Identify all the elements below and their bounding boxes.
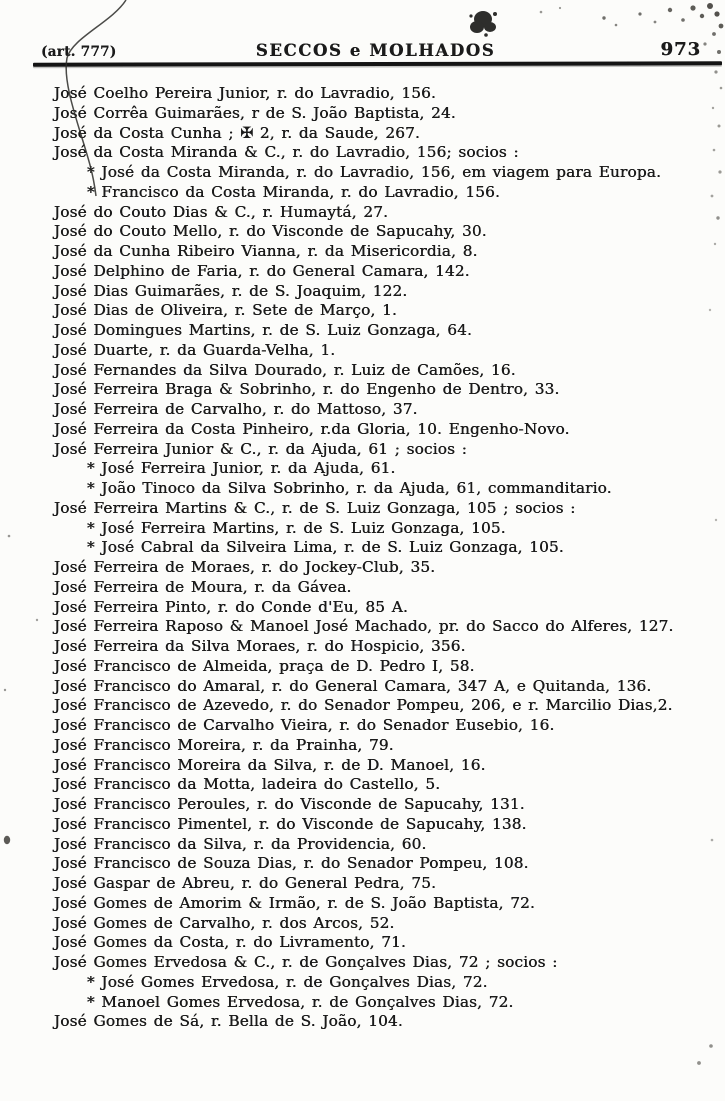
directory-entry (54, 400, 721, 420)
directory-entry (54, 143, 721, 163)
section-title: SECCOS e MOLHADOS (255, 41, 496, 60)
directory-entry (54, 262, 721, 282)
directory-entry (54, 835, 721, 855)
entry-text: José da Costa Miranda & C., r. do Lavradio, 156; socios : (54, 143, 519, 162)
entry-text: José Duarte, r. da Guarda-Velha, 1. (54, 340, 336, 359)
directory-entry (54, 677, 721, 697)
directory-entry (54, 499, 721, 519)
entry-text: José Francisco de Almeida, praça de D. Pedro I, 58. (54, 656, 475, 675)
directory-entry (54, 815, 721, 835)
entry-text: José Francisco de Carvalho Vieira, r. do Senador Eusebio, 16. (54, 716, 555, 734)
entry-text: José da Costa Cunha ; ✠ 2, r. da Saude, 267. (54, 123, 420, 142)
page-number: 973 (660, 39, 701, 60)
entry-text: José Corrêa Guimarães, r de S. João Baptista, 24. (54, 103, 456, 122)
entry-text: * Manoel Gomes Ervedosa, r. de Gonçalves Dias, 72. (87, 992, 514, 1011)
entry-text: José Ferreira da Silva Moraes, r. do Hospicio, 356. (54, 637, 466, 655)
entry-text: * João Tinoco da Silva Sobrinho, r. da Ajuda, 61, commanditario. (87, 479, 612, 497)
directory-entry (54, 973, 721, 993)
directory-entry (54, 104, 721, 124)
directory-entry (54, 736, 721, 756)
directory-entry (54, 203, 721, 223)
entry-text: José Francisco Moreira, r. da Prainha, 79. (54, 735, 394, 754)
directory-entry (54, 894, 721, 914)
entry-text: José Ferreira Braga & Sobrinho, r. do Engenho de Dentro, 33. (54, 380, 560, 399)
entry-text: José do Couto Mello, r. do Visconde de Sapucahy, 30. (54, 222, 487, 241)
entry-text: José do Couto Dias & C., r. Humaytá, 27. (54, 202, 389, 221)
entry-text: José Ferreira de Moura, r. da Gávea. (54, 577, 352, 596)
entry-text: José Ferreira de Moraes, r. do Jockey-Club, 35. (54, 558, 436, 576)
directory-entry (54, 361, 721, 381)
entry-text: José Ferreira da Costa Pinheiro, r.da Gloria, 10. Engenho-Novo. (54, 419, 570, 438)
entry-text: * Francisco da Costa Miranda, r. do Lavradio, 156. (87, 182, 501, 201)
directory-entry (54, 993, 721, 1013)
entry-text: José Gaspar de Abreu, r. do General Pedra, 75. (54, 874, 437, 892)
directory-entry (54, 519, 721, 539)
entry-text: José Gomes de Amorim & Irmão, r. de S. João Baptista, 72. (54, 893, 536, 912)
directory-entry (54, 854, 721, 874)
directory-entry (54, 380, 721, 400)
directory-entry (54, 657, 721, 677)
entry-text: * José da Costa Miranda, r. do Lavradio, 156, em viagem para Europa. (87, 163, 662, 181)
entry-text: José Francisco Moreira da Silva, r. de D. Manoel, 16. (54, 755, 486, 774)
entry-text: * José Gomes Ervedosa, r. de Gonçalves Dias, 72. (87, 972, 488, 991)
entry-text: José Ferreira Pinto, r. do Conde d'Eu, 85 A. (54, 597, 408, 616)
directory-entry (54, 558, 721, 578)
directory-entry (54, 163, 721, 183)
article-reference: (art. 777) (41, 44, 117, 60)
entry-text: José Dias Guimarães, r. de S. Joaquim, 122. (54, 281, 408, 300)
directory-entry (54, 479, 721, 499)
directory-entry (54, 933, 721, 953)
directory-entry (54, 84, 721, 104)
entry-text: José Dias de Oliveira, r. Sete de Março, 1. (54, 301, 397, 320)
left-margin-marks (4, 535, 38, 845)
directory-entry (54, 756, 721, 776)
directory-entry (54, 420, 721, 440)
entry-text: José Francisco da Motta, ladeira do Castello, 5. (54, 775, 441, 794)
entry-text: José Gomes Ervedosa & C., r. de Gonçalves Dias, 72 ; socios : (54, 953, 558, 971)
entry-text: José Francisco do Amaral, r. do General Camara, 347 A, e Quitanda, 136. (54, 676, 652, 695)
entry-text: José Francisco de Souza Dias, r. do Senador Pompeu, 108. (54, 854, 529, 873)
entry-text: José Ferreira de Carvalho, r. do Mattoso, 37. (54, 400, 418, 418)
directory-entry (54, 775, 721, 795)
directory-entry (54, 321, 721, 341)
entry-text: José da Cunha Ribeiro Vianna, r. da Misericordia, 8. (54, 242, 478, 260)
entry-text: José Francisco Peroules, r. do Visconde de Sapucahy, 131. (54, 795, 525, 813)
entry-text: José Coelho Pereira Junior, r. do Lavradio, 156. (54, 84, 437, 102)
directory-entry (54, 795, 721, 815)
entry-text: * José Ferreira Martins, r. de S. Luiz Gonzaga, 105. (87, 518, 506, 537)
directory-entry (54, 222, 721, 242)
directory-entry (54, 914, 721, 934)
directory-entry (54, 716, 721, 736)
directory-entry (54, 696, 721, 716)
entry-text: José Ferreira Junior & C., r. da Ajuda, 61 ; socios : (54, 439, 468, 458)
directory-entry (54, 538, 721, 558)
directory-entry (54, 598, 721, 618)
directory-entry (54, 459, 721, 479)
directory-entry (54, 637, 721, 657)
directory-entry (54, 874, 721, 894)
entry-text: José Francisco da Silva, r. da Providencia, 60. (54, 834, 427, 853)
directory-entry (54, 242, 721, 262)
directory-list (54, 84, 721, 1032)
header-rule (33, 61, 722, 66)
entry-text: * José Cabral da Silveira Lima, r. de S. Luiz Gonzaga, 105. (87, 538, 564, 557)
entry-text: * José Ferreira Junior, r. da Ajuda, 61. (87, 459, 396, 478)
directory-entry (54, 282, 721, 302)
directory-entry (54, 341, 721, 361)
directory-entry (54, 440, 721, 460)
entry-text: José Francisco Pimentel, r. do Visconde de Sapucahy, 138. (54, 814, 527, 833)
entry-text: José Francisco de Azevedo, r. do Senador Pompeu, 206, e r. Marcilio Dias,2. (54, 696, 673, 715)
directory-entry (54, 124, 721, 144)
entry-text: José Ferreira Raposo & Manoel José Machado, pr. do Sacco do Alferes, 127. (54, 617, 674, 636)
entry-text: José Gomes de Sá, r. Bella de S. João, 104. (54, 1012, 403, 1031)
entry-text: José Delphino de Faria, r. do General Camara, 142. (54, 261, 470, 280)
directory-entry (54, 953, 721, 973)
entry-text: José Ferreira Martins & C., r. de S. Luiz Gonzaga, 105 ; socios : (54, 498, 576, 517)
entry-text: José Gomes da Costa, r. do Livramento, 71. (54, 933, 406, 952)
entry-text: José Gomes de Carvalho, r. dos Arcos, 52. (54, 913, 395, 932)
directory-entry (54, 183, 721, 203)
ink-blot (469, 11, 497, 37)
directory-entry (54, 301, 721, 321)
directory-entry (54, 578, 721, 598)
entry-text: José Domingues Martins, r. de S. Luiz Gonzaga, 64. (54, 321, 473, 339)
directory-entry (54, 617, 721, 637)
directory-entry (54, 1012, 721, 1032)
entry-text: José Fernandes da Silva Dourado, r. Luiz de Camões, 16. (54, 360, 516, 379)
